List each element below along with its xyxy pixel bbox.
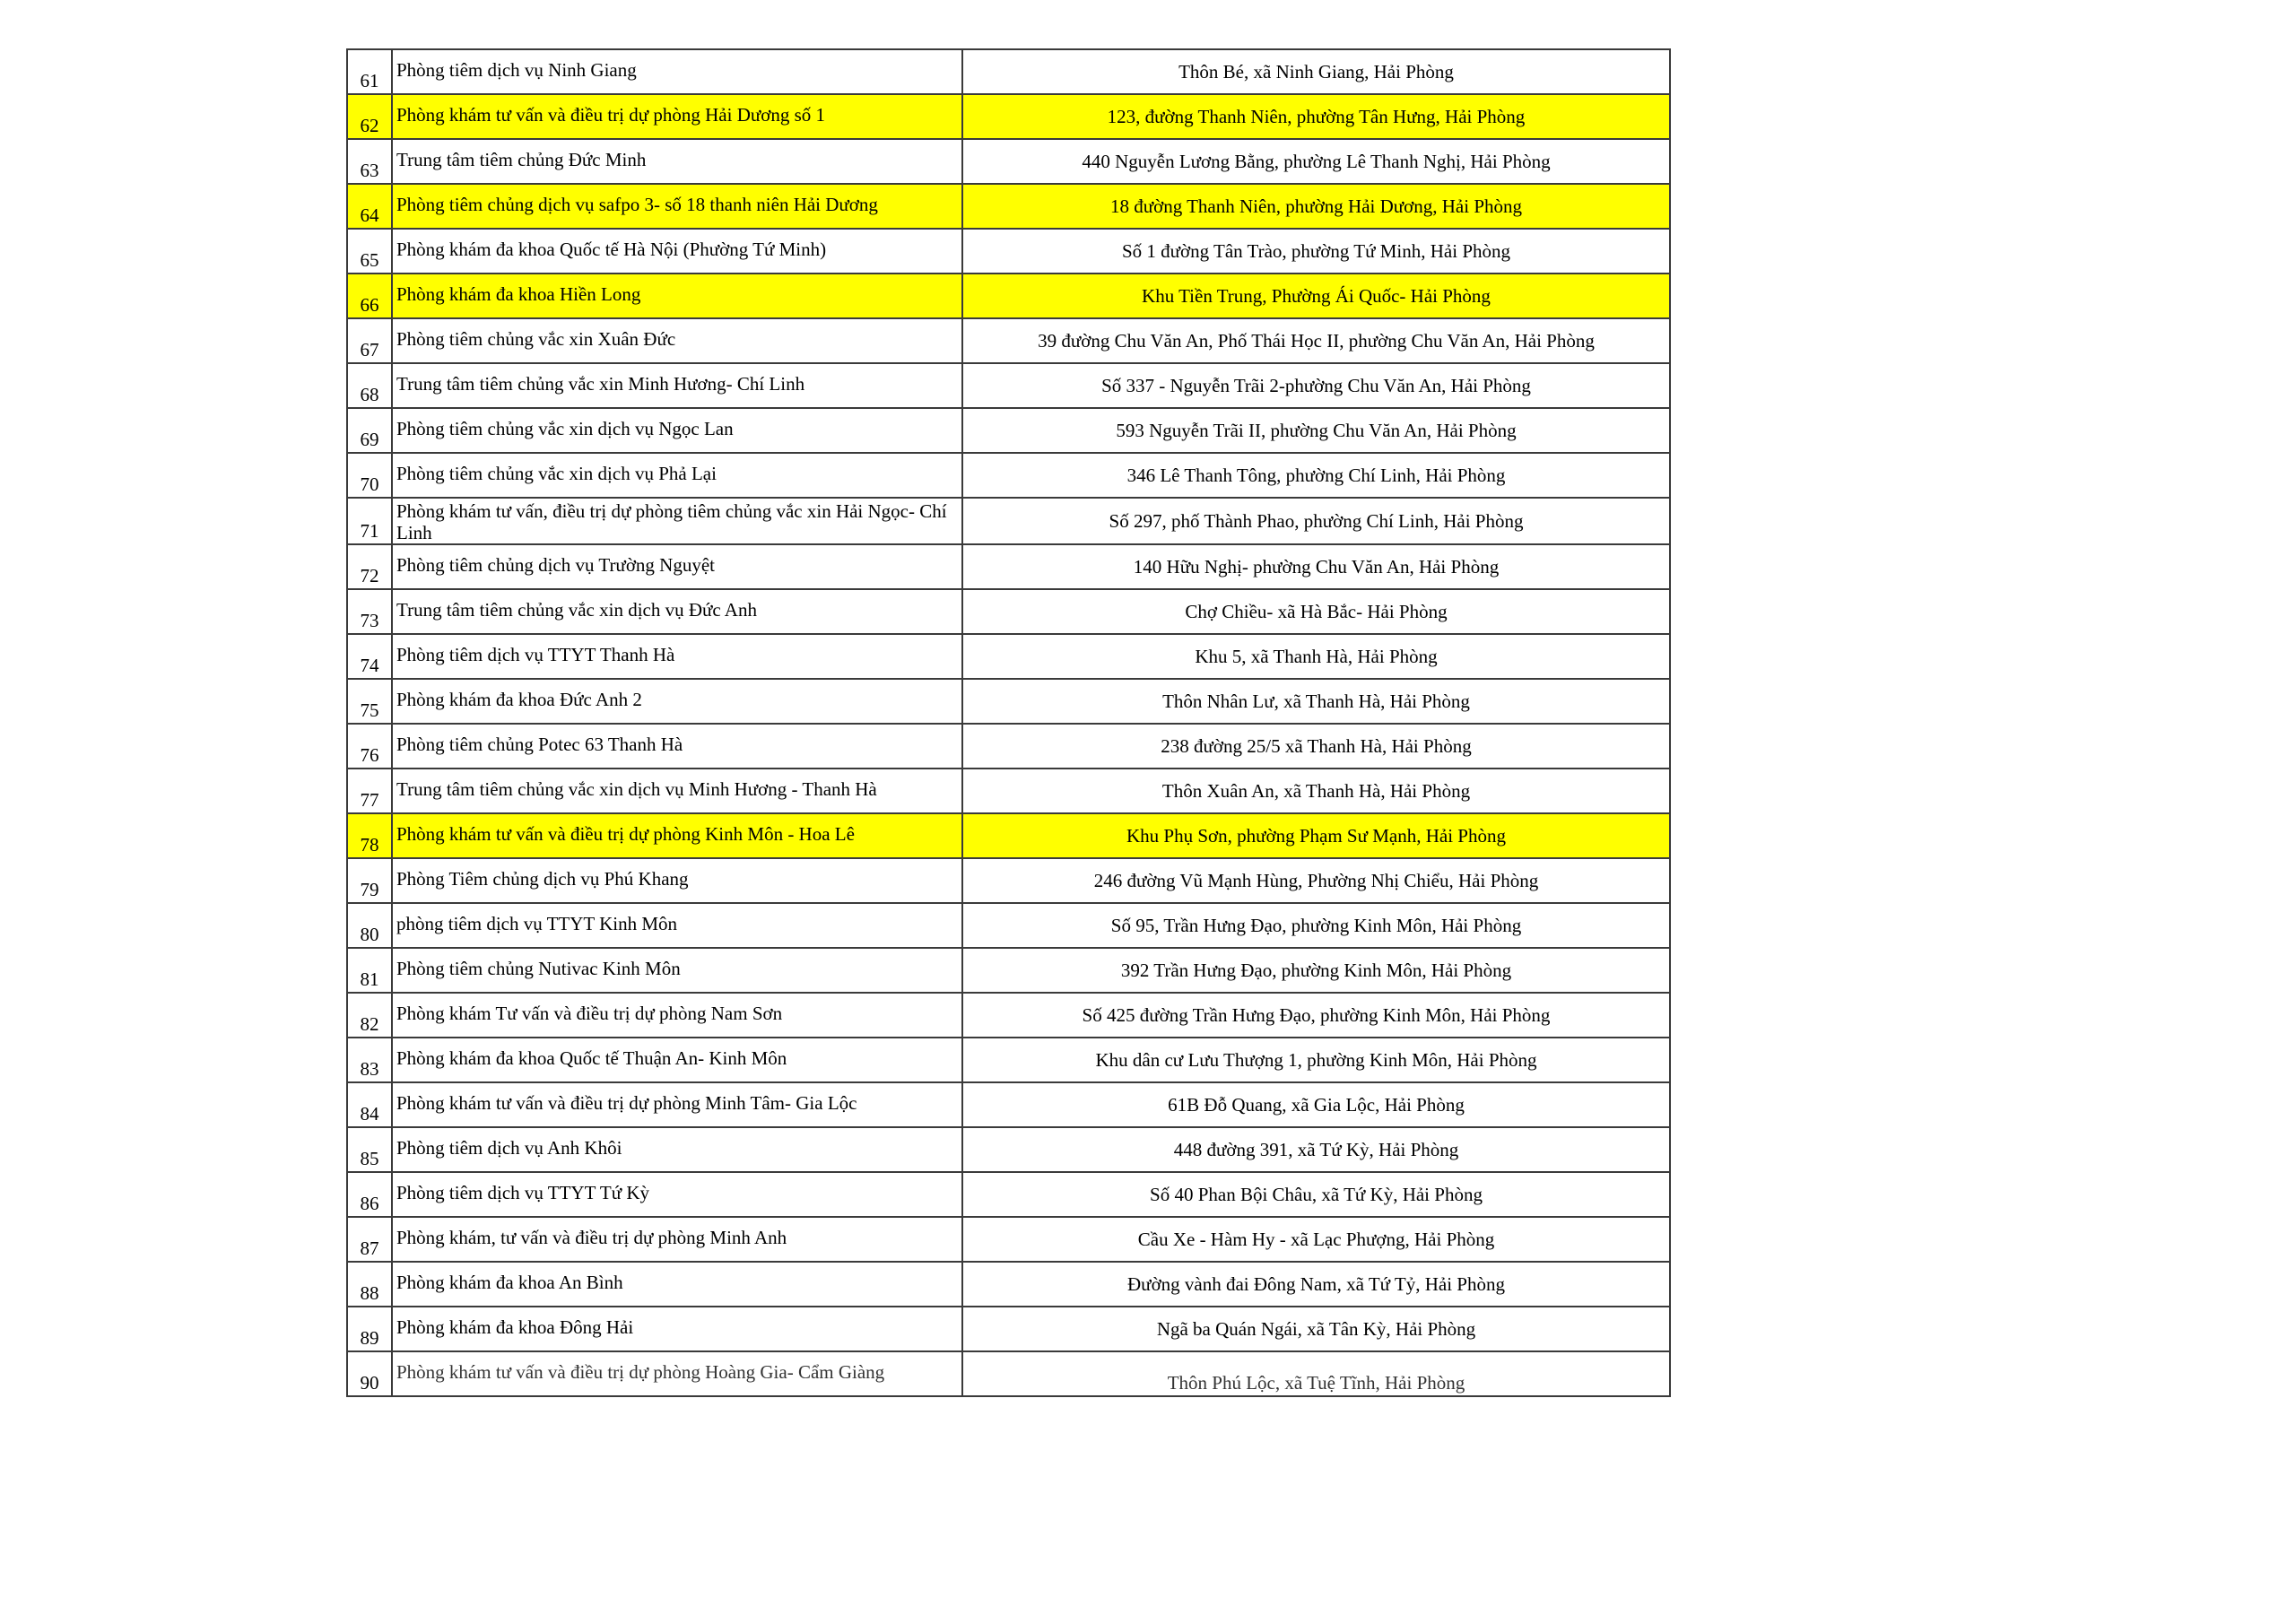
facility-name: Phòng tiêm chủng dịch vụ safpo 3- số 18 thanh niên Hải Dương — [392, 184, 962, 229]
row-number: 88 — [347, 1262, 392, 1307]
table-row — [347, 544, 1670, 589]
facility-address: Số 95, Trần Hưng Đạo, phường Kinh Môn, Hải Phòng — [962, 903, 1670, 948]
facility-name: Phòng tiêm chủng vắc xin dịch vụ Ngọc Lan — [392, 408, 962, 453]
facility-name: phòng tiêm dịch vụ TTYT Kinh Môn — [392, 903, 962, 948]
row-number: 70 — [347, 453, 392, 498]
facility-address: Khu 5, xã Thanh Hà, Hải Phòng — [962, 634, 1670, 679]
facility-address: Chợ Chiều- xã Hà Bắc- Hải Phòng — [962, 589, 1670, 634]
row-number: 80 — [347, 903, 392, 948]
row-number: 66 — [347, 274, 392, 318]
row-number: 67 — [347, 318, 392, 363]
facility-name: Phòng tiêm dịch vụ Anh Khôi — [392, 1127, 962, 1172]
row-number: 68 — [347, 363, 392, 408]
facility-address: Số 425 đường Trần Hưng Đạo, phường Kinh Môn, Hải Phòng — [962, 993, 1670, 1038]
facility-name: Phòng tiêm dịch vụ TTYT Tứ Kỳ — [392, 1172, 962, 1217]
table-row — [347, 274, 1670, 318]
facility-name: Trung tâm tiêm chủng vắc xin dịch vụ Đức Anh — [392, 589, 962, 634]
table-row — [347, 1038, 1670, 1082]
facility-name: Phòng tiêm chủng Potec 63 Thanh Hà — [392, 724, 962, 769]
facility-address: Thôn Bé, xã Ninh Giang, Hải Phòng — [962, 49, 1670, 94]
facility-address: Cầu Xe - Hàm Hy - xã Lạc Phượng, Hải Phòng — [962, 1217, 1670, 1262]
facility-address: 238 đường 25/5 xã Thanh Hà, Hải Phòng — [962, 724, 1670, 769]
row-number: 77 — [347, 769, 392, 813]
table-row — [347, 1217, 1670, 1262]
row-number: 81 — [347, 948, 392, 993]
table-row — [347, 184, 1670, 229]
row-number: 75 — [347, 679, 392, 724]
table-row — [347, 634, 1670, 679]
row-number: 78 — [347, 813, 392, 858]
facility-address: 392 Trần Hưng Đạo, phường Kinh Môn, Hải Phòng — [962, 948, 1670, 993]
clinic-table-body — [347, 49, 1670, 1396]
row-number: 74 — [347, 634, 392, 679]
row-number: 73 — [347, 589, 392, 634]
row-number: 76 — [347, 724, 392, 769]
row-number: 62 — [347, 94, 392, 139]
table-row — [347, 903, 1670, 948]
row-number: 85 — [347, 1127, 392, 1172]
facility-address: Số 337 - Nguyễn Trãi 2-phường Chu Văn An, Hải Phòng — [962, 363, 1670, 408]
facility-address: 246 đường Vũ Mạnh Hùng, Phường Nhị Chiểu, Hải Phòng — [962, 858, 1670, 903]
facility-address: 123, đường Thanh Niên, phường Tân Hưng, Hải Phòng — [962, 94, 1670, 139]
facility-address: 61B Đỗ Quang, xã Gia Lộc, Hải Phòng — [962, 1082, 1670, 1127]
facility-address: Số 297, phố Thành Phao, phường Chí Linh, Hải Phòng — [962, 498, 1670, 544]
table-row — [347, 408, 1670, 453]
table-row — [347, 948, 1670, 993]
facility-address: 440 Nguyễn Lương Bằng, phường Lê Thanh Nghị, Hải Phòng — [962, 139, 1670, 184]
row-number: 72 — [347, 544, 392, 589]
table-row — [347, 1127, 1670, 1172]
facility-name: Phòng khám tư vấn và điều trị dự phòng Minh Tâm- Gia Lộc — [392, 1082, 962, 1127]
facility-name: Phòng khám tư vấn và điều trị dự phòng Hoàng Gia- Cẩm Giàng — [392, 1351, 962, 1396]
row-number: 71 — [347, 498, 392, 544]
facility-address: 140 Hữu Nghị- phường Chu Văn An, Hải Phòng — [962, 544, 1670, 589]
table-row — [347, 498, 1670, 544]
facility-address: Khu Tiền Trung, Phường Ái Quốc- Hải Phòng — [962, 274, 1670, 318]
row-number: 82 — [347, 993, 392, 1038]
clinic-list-sheet — [346, 48, 1671, 1397]
table-row — [347, 229, 1670, 274]
table-row — [347, 1262, 1670, 1307]
facility-name: Phòng khám tư vấn và điều trị dự phòng Kinh Môn - Hoa Lê — [392, 813, 962, 858]
facility-name: Phòng khám đa khoa An Bình — [392, 1262, 962, 1307]
table-row — [347, 1307, 1670, 1351]
table-row — [347, 363, 1670, 408]
facility-address: Thôn Nhân Lư, xã Thanh Hà, Hải Phòng — [962, 679, 1670, 724]
facility-name: Phòng khám đa khoa Hiền Long — [392, 274, 962, 318]
facility-name: Phòng khám, tư vấn và điều trị dự phòng Minh Anh — [392, 1217, 962, 1262]
table-row — [347, 589, 1670, 634]
facility-name: Phòng khám đa khoa Đông Hải — [392, 1307, 962, 1351]
table-row — [347, 1172, 1670, 1217]
facility-address: Khu dân cư Lưu Thượng 1, phường Kinh Môn, Hải Phòng — [962, 1038, 1670, 1082]
facility-address: Số 40 Phan Bội Châu, xã Tứ Kỳ, Hải Phòng — [962, 1172, 1670, 1217]
facility-name: Phòng Tiêm chủng dịch vụ Phú Khang — [392, 858, 962, 903]
facility-address: Số 1 đường Tân Trào, phường Tứ Minh, Hải Phòng — [962, 229, 1670, 274]
facility-name: Trung tâm tiêm chủng vắc xin dịch vụ Minh Hương - Thanh Hà — [392, 769, 962, 813]
row-number: 64 — [347, 184, 392, 229]
facility-name: Trung tâm tiêm chủng vắc xin Minh Hương- Chí Linh — [392, 363, 962, 408]
facility-name: Phòng tiêm dịch vụ Ninh Giang — [392, 49, 962, 94]
facility-address: Thôn Phú Lộc, xã Tuệ Tĩnh, Hải Phòng — [962, 1351, 1670, 1396]
facility-address: Thôn Xuân An, xã Thanh Hà, Hải Phòng — [962, 769, 1670, 813]
table-row — [347, 858, 1670, 903]
table-row — [347, 769, 1670, 813]
table-row — [347, 139, 1670, 184]
clinic-table — [346, 48, 1671, 1397]
table-row — [347, 453, 1670, 498]
row-number: 79 — [347, 858, 392, 903]
facility-name: Phòng tiêm chủng Nutivac Kinh Môn — [392, 948, 962, 993]
table-row — [347, 679, 1670, 724]
facility-name: Phòng khám tư vấn và điều trị dự phòng Hải Dương số 1 — [392, 94, 962, 139]
row-number: 87 — [347, 1217, 392, 1262]
facility-address: 593 Nguyễn Trãi II, phường Chu Văn An, Hải Phòng — [962, 408, 1670, 453]
table-row — [347, 318, 1670, 363]
facility-name: Phòng khám đa khoa Quốc tế Hà Nội (Phường Tứ Minh) — [392, 229, 962, 274]
table-row — [347, 49, 1670, 94]
table-row — [347, 724, 1670, 769]
facility-address: 448 đường 391, xã Tứ Kỳ, Hải Phòng — [962, 1127, 1670, 1172]
table-row — [347, 94, 1670, 139]
facility-name: Phòng khám tư vấn, điều trị dự phòng tiêm chủng vắc xin Hải Ngọc- Chí Linh — [392, 498, 962, 544]
facility-name: Phòng tiêm dịch vụ TTYT Thanh Hà — [392, 634, 962, 679]
row-number: 86 — [347, 1172, 392, 1217]
table-row — [347, 813, 1670, 858]
facility-name: Phòng khám đa khoa Quốc tế Thuận An- Kinh Môn — [392, 1038, 962, 1082]
row-number: 63 — [347, 139, 392, 184]
row-number: 83 — [347, 1038, 392, 1082]
table-row — [347, 1082, 1670, 1127]
facility-address: 39 đường Chu Văn An, Phố Thái Học II, phường Chu Văn An, Hải Phòng — [962, 318, 1670, 363]
facility-name: Phòng tiêm chủng vắc xin Xuân Đức — [392, 318, 962, 363]
facility-address: Ngã ba Quán Ngái, xã Tân Kỳ, Hải Phòng — [962, 1307, 1670, 1351]
facility-address: 18 đường Thanh Niên, phường Hải Dương, Hải Phòng — [962, 184, 1670, 229]
facility-name: Phòng khám đa khoa Đức Anh 2 — [392, 679, 962, 724]
table-row — [347, 993, 1670, 1038]
facility-address: Khu Phụ Sơn, phường Phạm Sư Mạnh, Hải Phòng — [962, 813, 1670, 858]
facility-name: Trung tâm tiêm chủng Đức Minh — [392, 139, 962, 184]
facility-address: 346 Lê Thanh Tông, phường Chí Linh, Hải Phòng — [962, 453, 1670, 498]
row-number: 89 — [347, 1307, 392, 1351]
row-number: 90 — [347, 1351, 392, 1396]
facility-name: Phòng tiêm chủng vắc xin dịch vụ Phả Lại — [392, 453, 962, 498]
row-number: 84 — [347, 1082, 392, 1127]
table-row — [347, 1351, 1670, 1396]
row-number: 69 — [347, 408, 392, 453]
facility-address: Đường vành đai Đông Nam, xã Tứ Tỷ, Hải Phòng — [962, 1262, 1670, 1307]
row-number: 65 — [347, 229, 392, 274]
facility-name: Phòng tiêm chủng dịch vụ Trường Nguyệt — [392, 544, 962, 589]
facility-name: Phòng khám Tư vấn và điều trị dự phòng Nam Sơn — [392, 993, 962, 1038]
row-number: 61 — [347, 49, 392, 94]
